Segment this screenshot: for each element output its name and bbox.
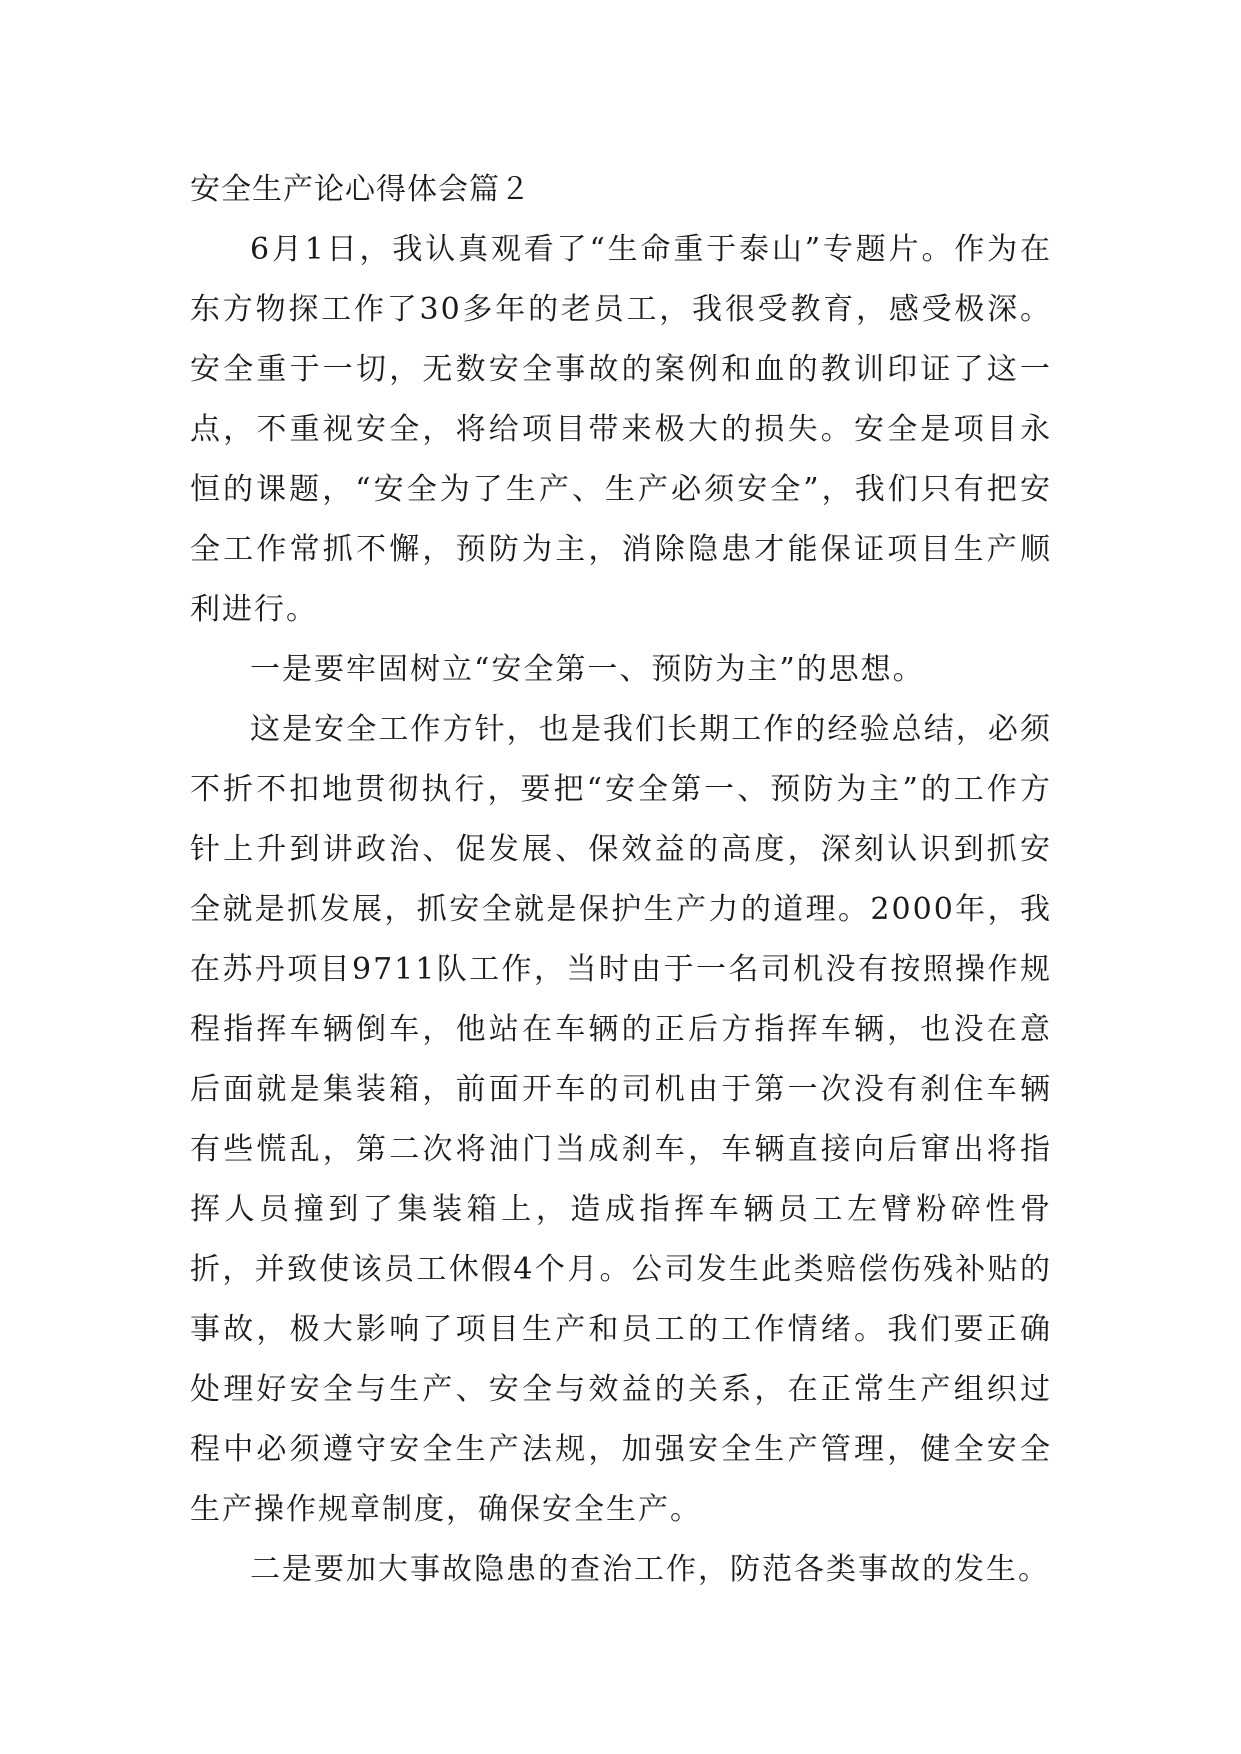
paragraph-explanation: 这是安全工作方针，也是我们长期工作的经验总结，必须不折不扣地贯彻执行，要把“安全第一、预防为主”的工作方针上升到讲政治、促发展、保效益的高度，深刻认识到抓安全就是抓发展，抓安全就是保护生产力的道理。2000年，我在苏丹项目9711队工作，当时由于一名司机没有按照操作规程指挥车辆倒车，他站在车辆的正后方指挥车辆，也没在意后面就是集装箱，前面开车的司机由于第一次没有刹住车辆有些慌乱，第二次将油门当成刹车，车辆直接向后窜出将指挥人员撞到了集装箱上，造成指挥车辆员工左臂粉碎性骨折，并致使该员工休假4个月。公司发生此类赔偿伤残补贴的事故，极大影响了项目生产和员工的工作情绪。我们要正确处理好安全与生产、安全与效益的关系，在正常生产组织过程中必须遵守安全生产法规，加强安全生产管理，健全安全生产操作规章制度，确保安全生产。	[190, 712, 1052, 1527]
document-body	[190, 160, 1052, 1600]
paragraph-point-one: 一是要牢固树立“安全第一、预防为主”的思想。	[250, 652, 925, 687]
paragraph-point-two: 二是要加大事故隐患的查治工作，防范各类事故的发生。	[250, 1552, 1050, 1587]
document-title: 安全生产论心得体会篇２	[190, 172, 531, 207]
paragraph-intro: 6月1日，我认真观看了“生命重于泰山”专题片。作为在东方物探工作了30多年的老员工，我很受教育，感受极深。安全重于一切，无数安全事故的案例和血的教训印证了这一点，不重视安全，将给项目带来极大的损失。安全是项目永恒的课题，“安全为了生产、生产必须安全”，我们只有把安全工作常抓不懈，预防为主，消除隐患才能保证项目生产顺利进行。	[190, 232, 1052, 627]
